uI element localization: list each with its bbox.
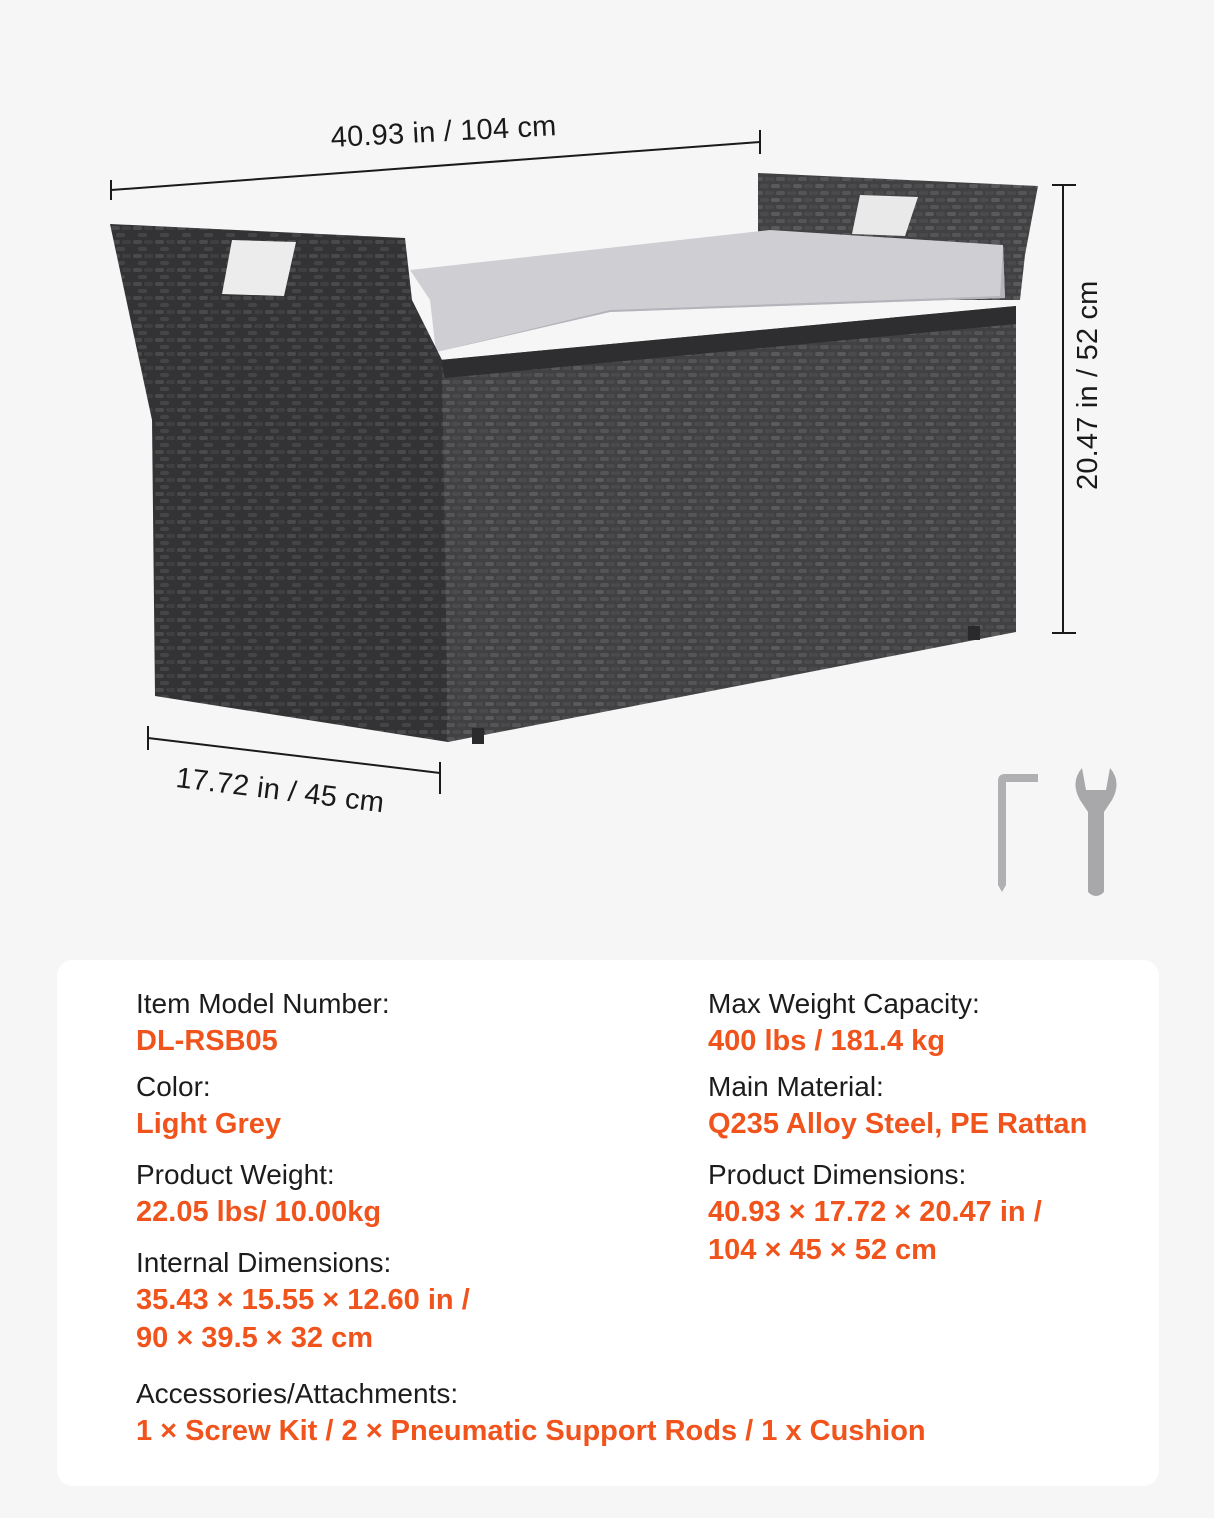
spec-value: 35.43 × 15.55 × 12.60 in / — [136, 1284, 470, 1316]
spec-label: Max Weight Capacity: — [708, 988, 980, 1019]
spec-capacity — [708, 986, 980, 1060]
wrench-icon — [1075, 768, 1116, 896]
spec-model — [136, 986, 390, 1060]
width-dimension-label: 40.93 in / 104 cm — [330, 110, 558, 154]
spec-label: Product Weight: — [136, 1159, 335, 1190]
spec-color — [136, 1069, 281, 1143]
spec-label: Color: — [136, 1071, 211, 1102]
spec-product-dimensions — [708, 1157, 1042, 1269]
spec-label: Main Material: — [708, 1071, 884, 1102]
left-handle-cutout — [222, 240, 296, 296]
spec-material — [708, 1069, 1087, 1143]
spec-accessories — [136, 1376, 926, 1450]
spec-value: Light Grey — [136, 1108, 282, 1140]
spec-label: Item Model Number: — [136, 988, 390, 1019]
specifications-panel — [57, 960, 1159, 1486]
spec-label: Product Dimensions: — [708, 1159, 967, 1190]
bench-box-body — [440, 306, 1016, 742]
spec-label: Internal Dimensions: — [136, 1247, 392, 1278]
foot — [968, 626, 980, 640]
spec-internal-dimensions — [136, 1245, 470, 1357]
depth-dimension-label: 17.72 in / 45 cm — [174, 762, 386, 820]
spec-value: 400 lbs / 181.4 kg — [708, 1025, 945, 1057]
spec-value: 22.05 lbs/ 10.00kg — [136, 1196, 382, 1228]
height-dimension-label: 20.47 in / 52 cm — [1072, 280, 1104, 490]
spec-value: 40.93 × 17.72 × 20.47 in / — [708, 1196, 1042, 1228]
spec-label: Accessories/Attachments: — [136, 1378, 459, 1409]
spec-value: DL-RSB05 — [136, 1025, 278, 1057]
allen-key-icon — [998, 774, 1038, 892]
spec-weight — [136, 1157, 381, 1231]
foot — [472, 728, 484, 744]
spec-value: Q235 Alloy Steel, PE Rattan — [708, 1108, 1088, 1140]
bench-left-arm — [110, 224, 448, 742]
spec-value: 1 × Screw Kit / 2 × Pneumatic Support Rods / 1 x Cushion — [136, 1415, 926, 1447]
spec-value: 90 × 39.5 × 32 cm — [136, 1322, 374, 1354]
spec-value: 104 × 45 × 52 cm — [708, 1234, 937, 1266]
